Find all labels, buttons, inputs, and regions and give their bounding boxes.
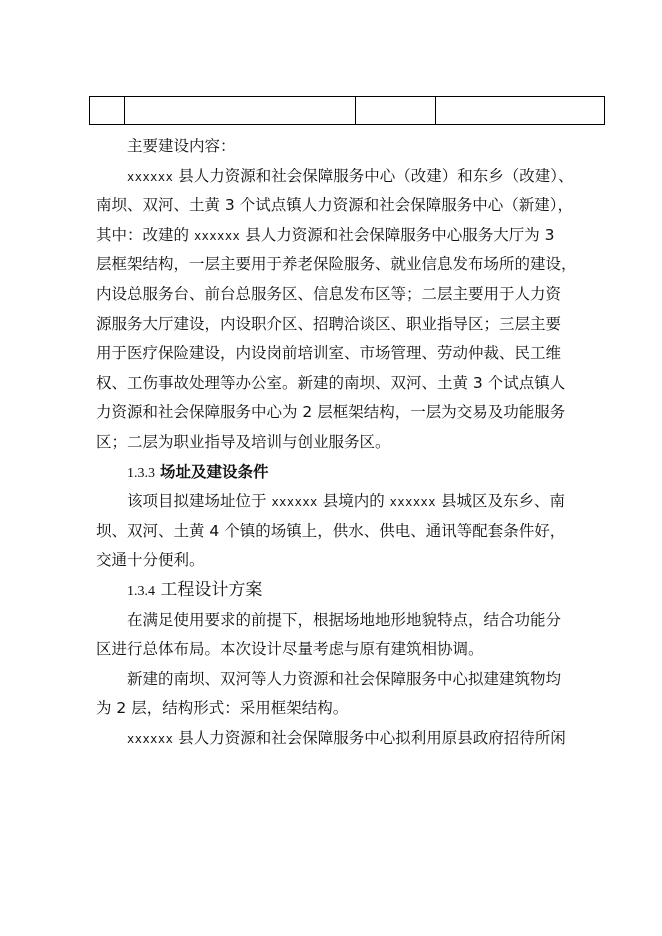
text-span: 县城区及东乡、南 (436, 492, 565, 511)
table-cell (356, 97, 436, 125)
text-span: 县人力资源和社会保障服务中心（改建）和东乡（改建）、 (173, 166, 574, 185)
text-line (96, 221, 576, 251)
text-line: 用于医疗保险建设，内设岗前培训室、市场管理、劳动仲裁、民工维 (96, 344, 562, 363)
text-span: 其中：改建的 (96, 225, 194, 244)
paragraph-main-content (96, 162, 576, 458)
document-body (96, 132, 576, 753)
main-content-label: 主要建设内容： (127, 137, 236, 155)
paragraph-design-plan (96, 606, 576, 665)
text-line: 权、工伤事故处理等办公室。新建的南坝、双河、土黄 3 个试点镇人 (96, 373, 566, 392)
text-span: 县人力资源和社会保障服务中心服务大厅为 3 (240, 225, 555, 244)
text-line: 源服务大厅建设，内设职介区、招聘洽谈区、职业指导区；三层主要 (96, 314, 562, 333)
section-number: 1.3.4 (127, 583, 155, 599)
text-span: 县人力资源和社会保障服务中心拟利用原县政府招待所闲 (173, 728, 566, 747)
text-line: 内设总服务台、前台总服务区、信息发布区等；二层主要用于人力资 (96, 284, 562, 303)
text-line (96, 162, 576, 192)
text-span: 县境内的 (317, 492, 390, 511)
text-line (96, 724, 576, 754)
section-title: 工程设计方案 (160, 579, 263, 600)
text-span: 该项目拟建场址位于 (127, 492, 272, 511)
masked-county-name: xxxxxx (127, 169, 174, 184)
paragraph-new-buildings (96, 665, 576, 724)
text-line: 为 2 层，结构形式：采用框架结构。 (96, 699, 349, 718)
table-cell (125, 97, 356, 125)
section-title: 场址及建设条件 (159, 462, 269, 481)
text-line: 交通十分便利。 (96, 551, 205, 570)
paragraph-site-conditions (96, 487, 576, 576)
masked-county-name: xxxxxx (193, 228, 241, 243)
text-line: 区；二层为职业指导及培训与创业服务区。 (96, 432, 391, 451)
table-row (90, 97, 605, 125)
text-line: 新建的南坝、双河等人力资源和社会保障服务中心拟建建筑物均 (127, 669, 562, 688)
table-cell (90, 97, 125, 125)
text-line: 力资源和社会保障服务中心为 2 层框架结构，一层为交易及功能服务 (96, 403, 566, 422)
masked-county-name: xxxxxx (127, 731, 174, 746)
text-line (96, 487, 576, 517)
section-heading-1-3-3 (96, 458, 576, 488)
text-line: 南坝、双河、土黄 3 个试点镇人力资源和社会保障服务中心（新建）， (96, 196, 573, 215)
text-line: 层框架结构，一层主要用于养老保险服务、就业信息发布场所的建设， (96, 255, 577, 274)
section-number: 1.3.3 (127, 465, 155, 481)
masked-county-name: xxxxxx (389, 495, 437, 510)
section-heading-1-3-4 (96, 576, 576, 606)
table-cell (436, 97, 605, 125)
text-line: 在满足使用要求的前提下，根据场地地形地貌特点，结合功能分 (127, 610, 562, 629)
masked-county-name: xxxxxx (271, 495, 318, 510)
table-fragment (89, 96, 605, 125)
text-line: 区进行总体布局。本次设计尽量考虑与原有建筑相协调。 (96, 640, 484, 659)
paragraph-renovation (96, 724, 576, 754)
text-line: 坝、双河、土黄 4 个镇的场镇上，供水、供电、通讯等配套条件好， (96, 521, 566, 540)
